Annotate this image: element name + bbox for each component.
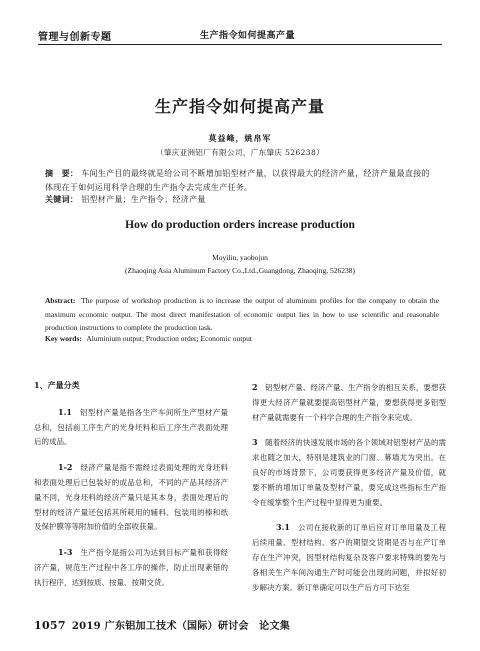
paragraph-text: 铝型材产量、经济产量、生产指令的相互关系，要想获得更大经济产量就要提高铝型材产量，要想获得更多铝型材产量就需要有一个科学合理的生产指令来完成。 bbox=[252, 383, 447, 422]
body-left-column bbox=[34, 378, 228, 601]
page-footer bbox=[34, 617, 290, 632]
paragraph-number: 2 bbox=[252, 382, 258, 392]
section-heading: 1、产量分类 bbox=[34, 380, 80, 390]
paragraph bbox=[34, 405, 228, 450]
paragraph-number: 3 bbox=[252, 437, 258, 448]
affiliation-en: (Zhaoqing Asia Aluminum Factory Co.,Ltd.,Guangdong, Zhaoqing, 526238) bbox=[125, 266, 355, 275]
header-article-title: 生产指令如何提高产量 bbox=[200, 31, 296, 41]
keywords-zh-text: 铝型材产量；生产指令；经济产量 bbox=[81, 195, 206, 204]
body-right-column bbox=[252, 380, 446, 605]
keywords-en-label: Key words: bbox=[45, 334, 82, 343]
abstract-zh bbox=[45, 167, 437, 194]
paragraph-number: 3.1 bbox=[276, 522, 290, 533]
paragraph-number: 1-3 bbox=[58, 547, 73, 558]
footer-text: 2019 广东铝加工技术（国际）研讨会 论文集 bbox=[71, 621, 291, 632]
paragraph-text: 铝型材产量是指各生产车间所生产型材产量总和，包括前工序生产的光身坯料和后工序生产表面处理后的成品。 bbox=[34, 407, 229, 447]
authors-en: Moyilin, yaobojun bbox=[212, 253, 268, 262]
abstract-en-label: Abstract: bbox=[45, 296, 76, 305]
paragraph-text: 经济产量是指不需经过表面处理的光身坯料和表面处理后已包装好的成品总和，不同的产品其经济产量不同，光身坯料的经济产量只是其本身，表面处理后的型材的经济产量还包括其所耗用的辅料、包装用的榛和纸及保护膜等等附加价值的全部收获量。 bbox=[34, 463, 229, 532]
abstract-zh-label: 摘 要： bbox=[45, 168, 79, 178]
page-number: 1057 bbox=[34, 619, 66, 632]
paragraph-text: 随着经济的快速发展市场的各个领域对铝型材产品的需求也随之加大，特别是建筑业的门窗、幕墙尤为突出。在良好的市场背景下，公司要获得更多经济产量及价值，就要不断的增加订单量及型材产量，要完成这些指标生产指令在缓掌整个生产过程中显得更为重要。 bbox=[252, 438, 447, 507]
paragraph-text: 生产指令是指公司为达到目标产量和获得经济产量，规范生产过程中各工序的操作，防止出现紊错的执行程序，达到按质、按量、按期交货。 bbox=[34, 548, 229, 587]
paragraph bbox=[34, 460, 228, 535]
paragraph bbox=[252, 520, 446, 595]
authors: 莫益峰，姚帛军 bbox=[208, 133, 272, 143]
running-header bbox=[38, 26, 442, 45]
abstract-zh-text: 车间生产目的最终就是给公司不断增加铝型材产量，以获得最大的经济产量，经济产量最直接的体现在于如何运用科学合理的生产指令去完成生产任务。 bbox=[45, 169, 430, 192]
paragraph bbox=[252, 380, 446, 425]
abstract-en bbox=[45, 294, 439, 335]
keywords-zh bbox=[45, 194, 437, 205]
keywords-zh-label: 关键词： bbox=[45, 194, 79, 204]
paragraph bbox=[252, 435, 446, 510]
keywords-en bbox=[45, 334, 439, 343]
paper-title-en: How do production orders increase production bbox=[125, 219, 355, 231]
abstract-en-text: The purpose of workshop production is to increase the output of aluminum profiles for the company to obtain the maximum economic output. The most direct manifestation of economic output lies in how to use scientific and reasonable production instructions to complete the production task. bbox=[45, 296, 439, 332]
paragraph-number: 1-2 bbox=[58, 462, 73, 473]
paper-title: 生产指令如何提高产量 bbox=[154, 97, 325, 116]
keywords-en-text: Aluminium output; Production order; Economic output bbox=[86, 334, 252, 343]
header-section-name: 管理与创新专题 bbox=[38, 32, 112, 43]
affiliation: （肇庆亚洲铝厂有限公司，广东肇庆 526238） bbox=[155, 148, 325, 157]
paragraph-number: 1.1 bbox=[58, 406, 72, 417]
paragraph-text: 公司在接收新的订单后应对订单用量及工程后续用量、型材结构、客户的期望交货期是否与在产订单存在生产冲突，因型材结构复杂及客户要求特殊的要先与各相关生产车间沟通生产时可能会出现的问题，并拟好初步解决方案。新订单确定可以生产后方可下达至 bbox=[252, 523, 447, 592]
paragraph bbox=[34, 545, 228, 590]
